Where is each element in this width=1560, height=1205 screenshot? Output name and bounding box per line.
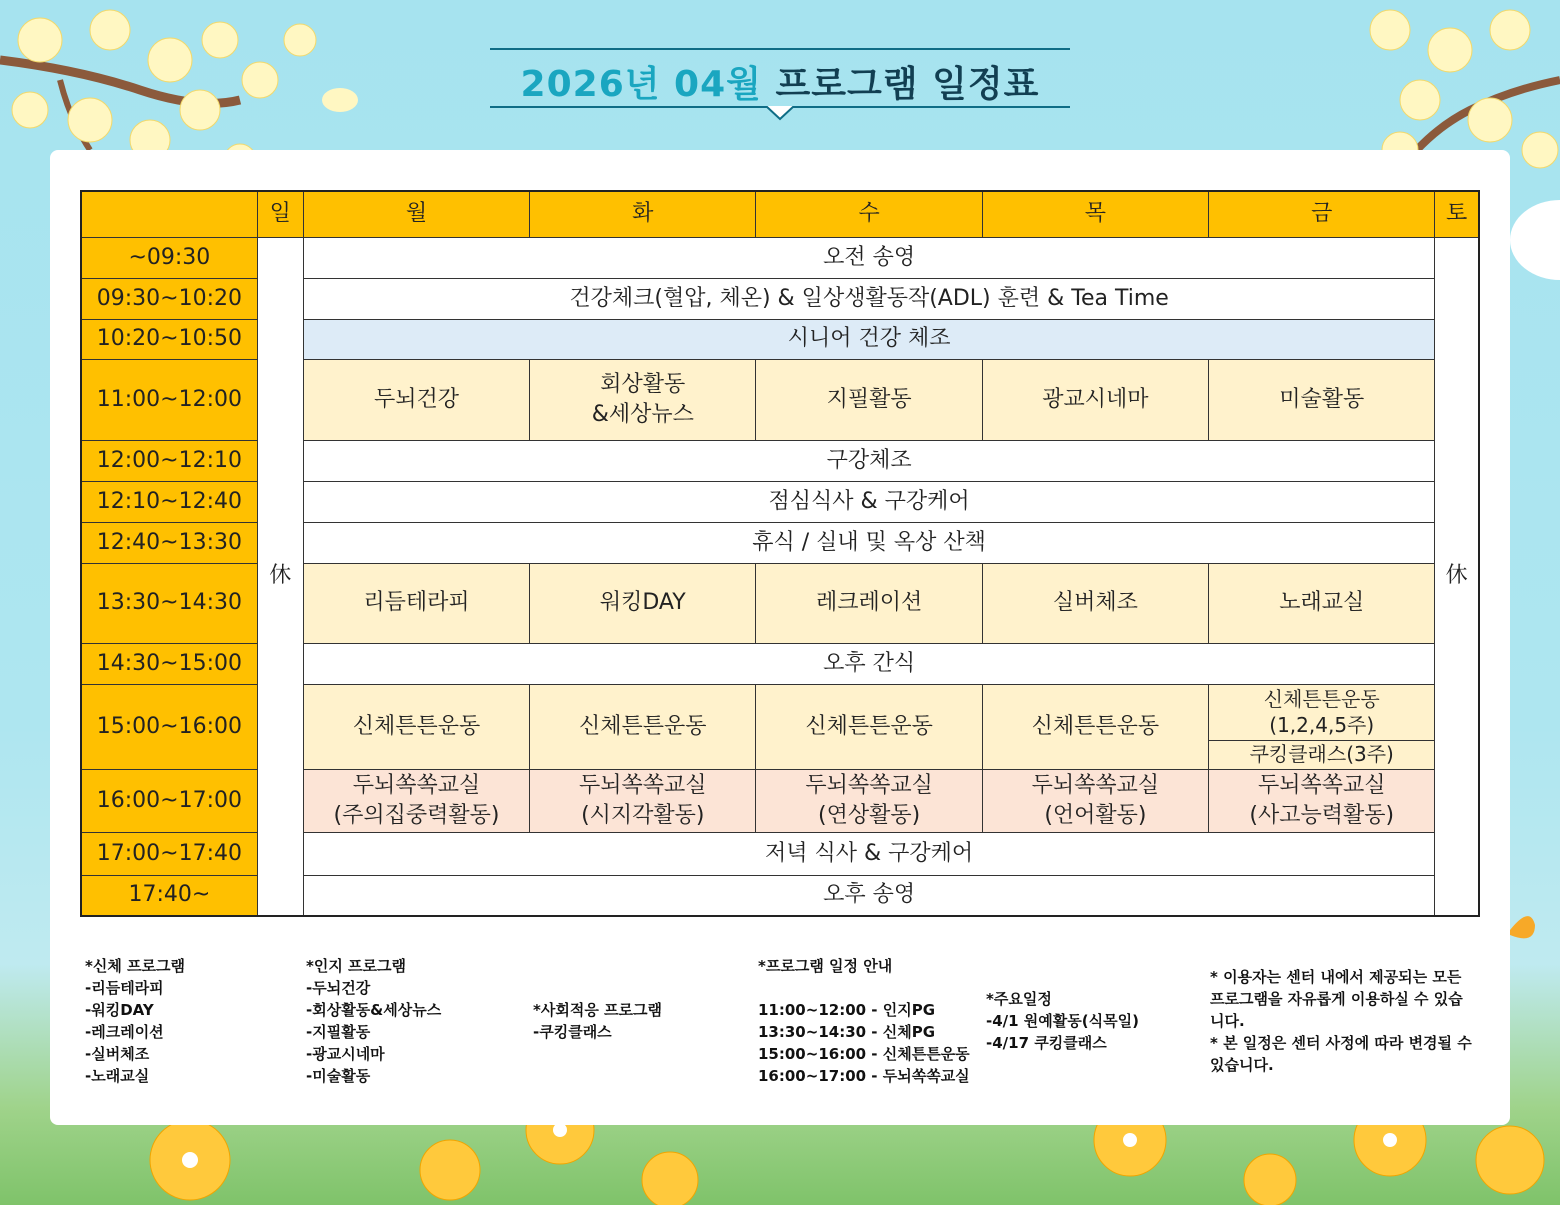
- time-slot: 14:30~15:00: [81, 643, 257, 684]
- title-year-month: 2026년 04월: [520, 64, 762, 105]
- note-line: *프로그램 일정 안내: [758, 957, 893, 975]
- program-cell-friday: [1209, 684, 1435, 769]
- program-cell-tuesday: [530, 769, 756, 832]
- note-line: -4/1 원예활동(식목일): [986, 1012, 1139, 1030]
- social-program-note: [533, 999, 662, 1043]
- program-line: 두뇌쏙쏙교실: [805, 772, 933, 798]
- note-line: -쿠킹클래스: [533, 1023, 612, 1041]
- note-line: 16:00~17:00 - 두뇌쏙쏙교실: [758, 1067, 970, 1085]
- program-line: 회상활동: [600, 371, 686, 397]
- time-slot: 09:30~10:20: [81, 278, 257, 319]
- program-cell-wednesday: [756, 769, 982, 832]
- note-line: * 본 일정은 센터 사정에 따라 변경될 수: [1210, 1034, 1472, 1052]
- program-line: (1,2,4,5주): [1269, 713, 1375, 737]
- note-line: -지필활동: [306, 1023, 371, 1041]
- title-text: 프로그램 일정표: [775, 64, 1040, 105]
- note-line: -실버체조: [85, 1045, 150, 1063]
- time-slot: 11:00~12:00: [81, 359, 257, 440]
- program-cell: 오후 송영: [303, 875, 1435, 916]
- time-slot: 12:00~12:10: [81, 440, 257, 481]
- note-line: *인지 프로그램: [306, 957, 407, 975]
- program-cell-wednesday: 신체튼튼운동: [756, 684, 982, 769]
- program-cell: 구강체조: [303, 440, 1435, 481]
- note-line: 있습니다.: [1210, 1056, 1274, 1074]
- saturday-closed: 休: [1435, 237, 1479, 916]
- program-cell: 저녁 식사 & 구강케어: [303, 832, 1435, 875]
- header-corner: [81, 191, 257, 237]
- note-line: -리듬테라피: [85, 979, 164, 997]
- header-friday: 금: [1209, 191, 1435, 237]
- page-title: [490, 56, 1070, 107]
- program-cell-thursday: 신체튼튼운동: [982, 684, 1208, 769]
- note-line: -레크레이션: [85, 1023, 164, 1041]
- program-line: (연상활동): [818, 802, 921, 828]
- header-row: [81, 191, 1479, 237]
- time-slot: 15:00~16:00: [81, 684, 257, 769]
- program-cell: 오후 간식: [303, 643, 1435, 684]
- program-line: 두뇌쏙쏙교실: [352, 772, 481, 798]
- note-line: 11:00~12:00 - 인지PG: [758, 1001, 936, 1019]
- program-cell-thursday: 광교시네마: [982, 359, 1208, 440]
- note-line: -광교시네마: [306, 1045, 385, 1063]
- schedule-table: [80, 190, 1480, 917]
- program-cell-tuesday: 워킹DAY: [530, 563, 756, 643]
- program-cell-wednesday: 지필활동: [756, 359, 982, 440]
- program-cell: 오전 송영: [303, 237, 1435, 278]
- program-cell-wednesday: 레크레이션: [756, 563, 982, 643]
- program-cell-monday: 리듬테라피: [303, 563, 529, 643]
- notice-note: [1210, 966, 1472, 1076]
- time-slot: 13:30~14:30: [81, 563, 257, 643]
- header-wednesday: 수: [756, 191, 982, 237]
- program-cell-friday: 미술활동: [1209, 359, 1435, 440]
- program-cell: 시니어 건강 체조: [303, 319, 1435, 359]
- time-slot: ~09:30: [81, 237, 257, 278]
- main-events-note: [986, 988, 1139, 1054]
- note-line: 프로그램을 자유롭게 이용하실 수 있습: [1210, 990, 1463, 1008]
- program-cell-thursday: 실버체조: [982, 563, 1208, 643]
- note-line: 13:30~14:30 - 신체PG: [758, 1023, 936, 1041]
- chevron-down-icon: [764, 106, 796, 122]
- note-line: -두뇌건강: [306, 979, 371, 997]
- program-cell-tuesday: 신체튼튼운동: [530, 684, 756, 769]
- note-line: -노래교실: [85, 1067, 150, 1085]
- physical-program-note: [85, 955, 185, 1087]
- program-cell-monday: 신체튼튼운동: [303, 684, 529, 769]
- note-line: * 이용자는 센터 내에서 제공되는 모든: [1210, 968, 1462, 986]
- program-cell-tuesday: [530, 359, 756, 440]
- program-line: (언어활동): [1044, 802, 1147, 828]
- program-cell-friday: 노래교실: [1209, 563, 1435, 643]
- program-line: 두뇌쏙쏙교실: [1031, 772, 1160, 798]
- program-line: &세상뉴스: [591, 401, 694, 427]
- time-slot: 16:00~17:00: [81, 769, 257, 832]
- note-line: -워킹DAY: [85, 1001, 154, 1019]
- note-line: 15:00~16:00 - 신체튼튼운동: [758, 1045, 970, 1063]
- program-cell-friday: [1209, 769, 1435, 832]
- program-cell-monday: [303, 769, 529, 832]
- time-slot: 17:40~: [81, 875, 257, 916]
- time-slot: 10:20~10:50: [81, 319, 257, 359]
- sunday-closed: 休: [257, 237, 303, 916]
- program-cell-thursday: [982, 769, 1208, 832]
- note-line: *신체 프로그램: [85, 957, 186, 975]
- note-line: *주요일정: [986, 990, 1052, 1008]
- note-line: -회상활동&세상뉴스: [306, 1001, 442, 1019]
- program-line: (주의집중력활동): [333, 802, 500, 828]
- program-cell: 건강체크(혈압, 체온) & 일상생활동작(ADL) 훈련 & Tea Time: [303, 278, 1435, 319]
- note-line: 니다.: [1210, 1012, 1245, 1030]
- header-thursday: 목: [982, 191, 1208, 237]
- program-cell-monday: 두뇌건강: [303, 359, 529, 440]
- cognitive-program-note: [306, 955, 441, 1087]
- time-slot: 12:10~12:40: [81, 481, 257, 522]
- table-row: [81, 237, 1479, 278]
- program-line: 두뇌쏙쏙교실: [579, 772, 707, 798]
- title-banner: [490, 48, 1070, 120]
- program-cell: 휴식 / 실내 및 옥상 산책: [303, 522, 1435, 563]
- time-slot: 12:40~13:30: [81, 522, 257, 563]
- header-sunday: 일: [257, 191, 303, 237]
- program-cell: 점심식사 & 구강케어: [303, 481, 1435, 522]
- schedule-guide-note: [758, 955, 970, 1087]
- program-line: (시지각활동): [581, 802, 705, 828]
- note-line: [758, 977, 970, 999]
- program-line: 쿠킹클래스(3주): [1249, 742, 1394, 766]
- time-slot: 17:00~17:40: [81, 832, 257, 875]
- program-line: 신체튼튼운동: [1263, 687, 1380, 711]
- program-line: 두뇌쏙쏙교실: [1257, 772, 1386, 798]
- header-tuesday: 화: [530, 191, 756, 237]
- note-line: -4/17 쿠킹클래스: [986, 1034, 1107, 1052]
- note-line: -미술활동: [306, 1067, 371, 1085]
- program-line: (사고능력활동): [1249, 802, 1395, 828]
- header-monday: 월: [303, 191, 529, 237]
- header-saturday: 토: [1435, 191, 1479, 237]
- note-line: *사회적응 프로그램: [533, 1001, 662, 1019]
